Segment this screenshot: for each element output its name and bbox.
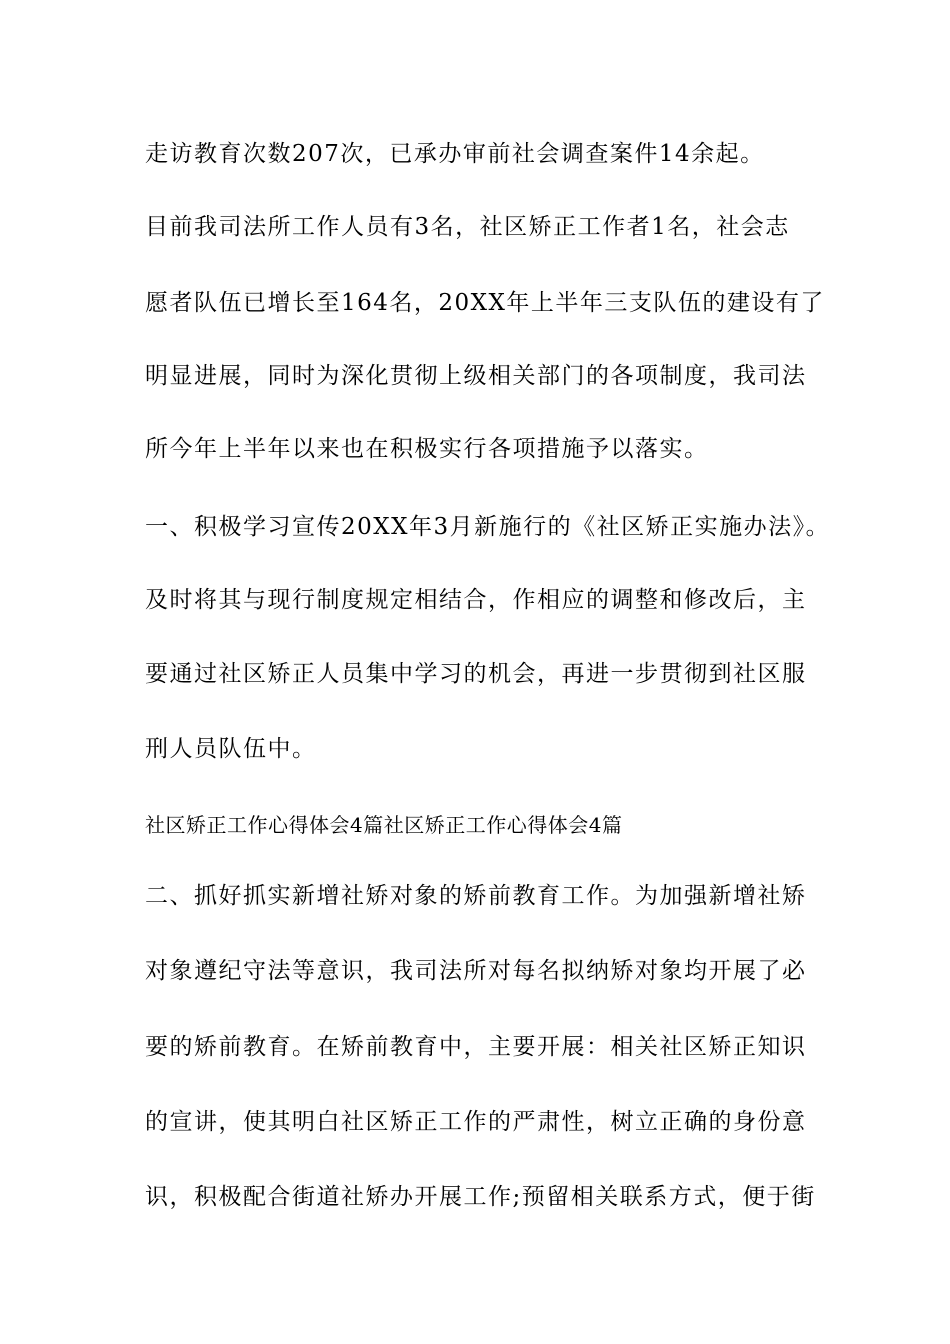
text-line: 走访教育次数207次，已承办审前社会调查案件14余起。 <box>145 141 765 167</box>
text-line: 要通过社区矫正人员集中学习的机会，再进一步贯彻到社区服 <box>145 661 807 687</box>
text-line: 对象遵纪守法等意识，我司法所对每名拟纳矫对象均开展了必 <box>145 958 807 984</box>
text-line: 刑人员队伍中。 <box>145 736 317 762</box>
text-line: 愿者队伍已增长至164名，20XX年上半年三支队伍的建设有了 <box>145 290 825 316</box>
text-line: 明显进展，同时为深化贯彻上级相关部门的各项制度，我司法 <box>145 363 807 389</box>
text-line: 目前我司法所工作人员有3名，社区矫正工作者1名，社会志 <box>145 214 790 240</box>
text-line: 所今年上半年以来也在积极实行各项措施予以落实。 <box>145 436 709 462</box>
text-line: 二、抓好抓实新增社矫对象的矫前教育工作。为加强新增社矫 <box>145 883 807 909</box>
text-line: 及时将其与现行制度规定相结合，作相应的调整和修改后，主 <box>145 587 807 613</box>
text-line: 识，积极配合街道社矫办开展工作;预留相关联系方式，便于街 <box>145 1184 816 1210</box>
text-line: 一、积极学习宣传20XX年3月新施行的《社区矫正实施办法》。 <box>145 514 831 540</box>
text-line: 要的矫前教育。在矫前教育中，主要开展：相关社区矫正知识 <box>145 1034 807 1060</box>
text-line: 的宣讲，使其明白社区矫正工作的严肃性，树立正确的身份意 <box>145 1109 807 1135</box>
text-line-heading: 社区矫正工作心得体会4篇社区矫正工作心得体会4篇 <box>145 813 623 837</box>
